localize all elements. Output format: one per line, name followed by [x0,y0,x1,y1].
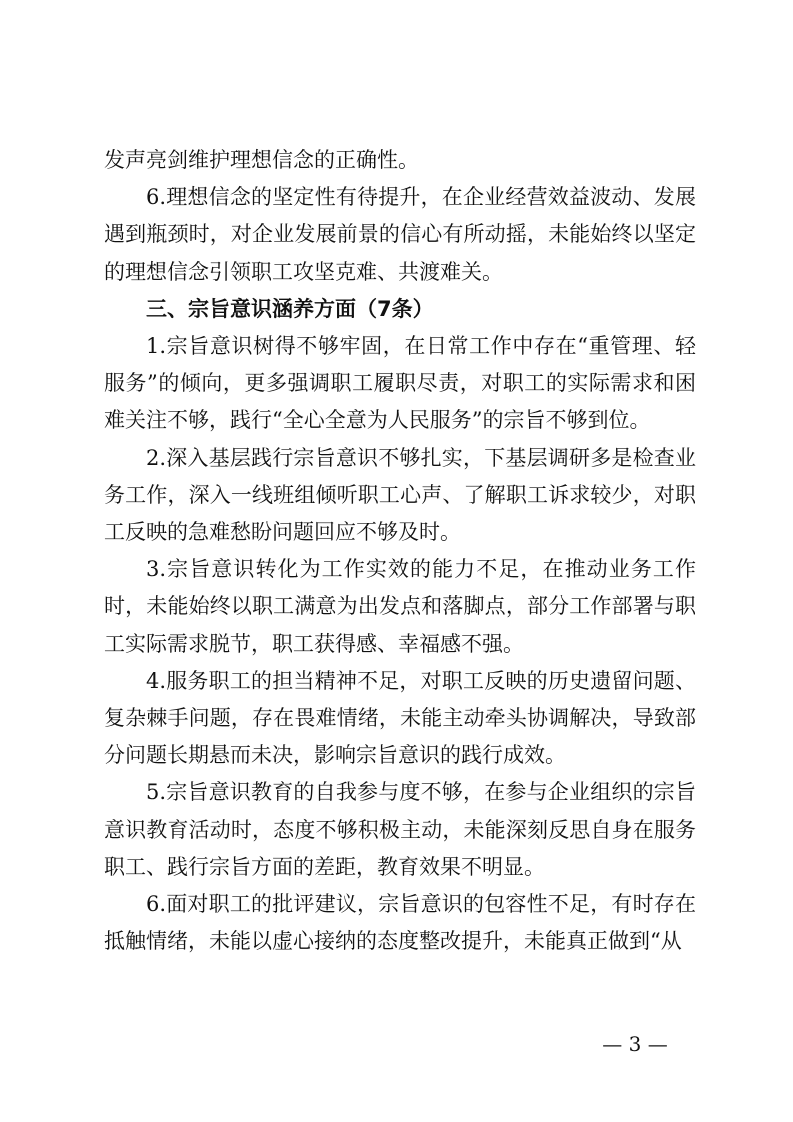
paragraph-item-3: 3.宗旨意识转化为工作实效的能力不足，在推动业务工作时，未能始终以职工满意为出发点和落脚点，部分工作部署与职工实际需求脱节，职工获得感、幸福感不强。 [104,557,696,656]
paragraph-item-5: 5.宗旨意识教育的自我参与度不够，在参与企业组织的宗旨意识教育活动时，态度不够积极主动，未能深刻反思自身在服务职工、践行宗旨方面的差距，教育效果不明显。 [104,780,696,879]
paragraph-item-6: 6.面对职工的批评建议，宗旨意识的包容性不足，有时存在抵触情绪，未能以虚心接纳的态度整改提升，未能真正做到“从 [104,892,696,954]
page-number: — 3 — [602,1032,668,1056]
paragraph-item-4: 4.服务职工的担当精神不足，对职工反映的历史遗留问题、复杂棘手问题，存在畏难情绪，未能主动牵头协调解决，导致部分问题长期悬而未决，影响宗旨意识的践行成效。 [104,668,696,768]
paragraph-item-2: 2.深入基层践行宗旨意识不够扎实，下基层调研多是检查业务工作，深入一线班组倾听职工心声、了解职工诉求较少，对职工反映的急难愁盼问题回应不够及时。 [104,445,696,545]
paragraph-item-1: 1.宗旨意识树得不够牢固，在日常工作中存在“重管理、轻服务”的倾向，更多强调职工履职尽责，对职工的实际需求和困难关注不够，践行“全心全意为人民服务”的宗旨不够到位。 [104,334,696,433]
paragraph-item-6-ideals: 6.理想信念的坚定性有待提升，在企业经营效益波动、发展遇到瓶颈时，对企业发展前景的信心有所动摇，未能始终以坚定的理想信念引领职工攻坚克难、共渡难关。 [104,185,696,284]
document-body [104,142,696,960]
paragraph-continuation: 发声亮剑维护理想信念的正确性。 [104,148,419,172]
section-heading-purpose-awareness: 三、宗旨意识涵养方面（7条） [146,296,434,321]
